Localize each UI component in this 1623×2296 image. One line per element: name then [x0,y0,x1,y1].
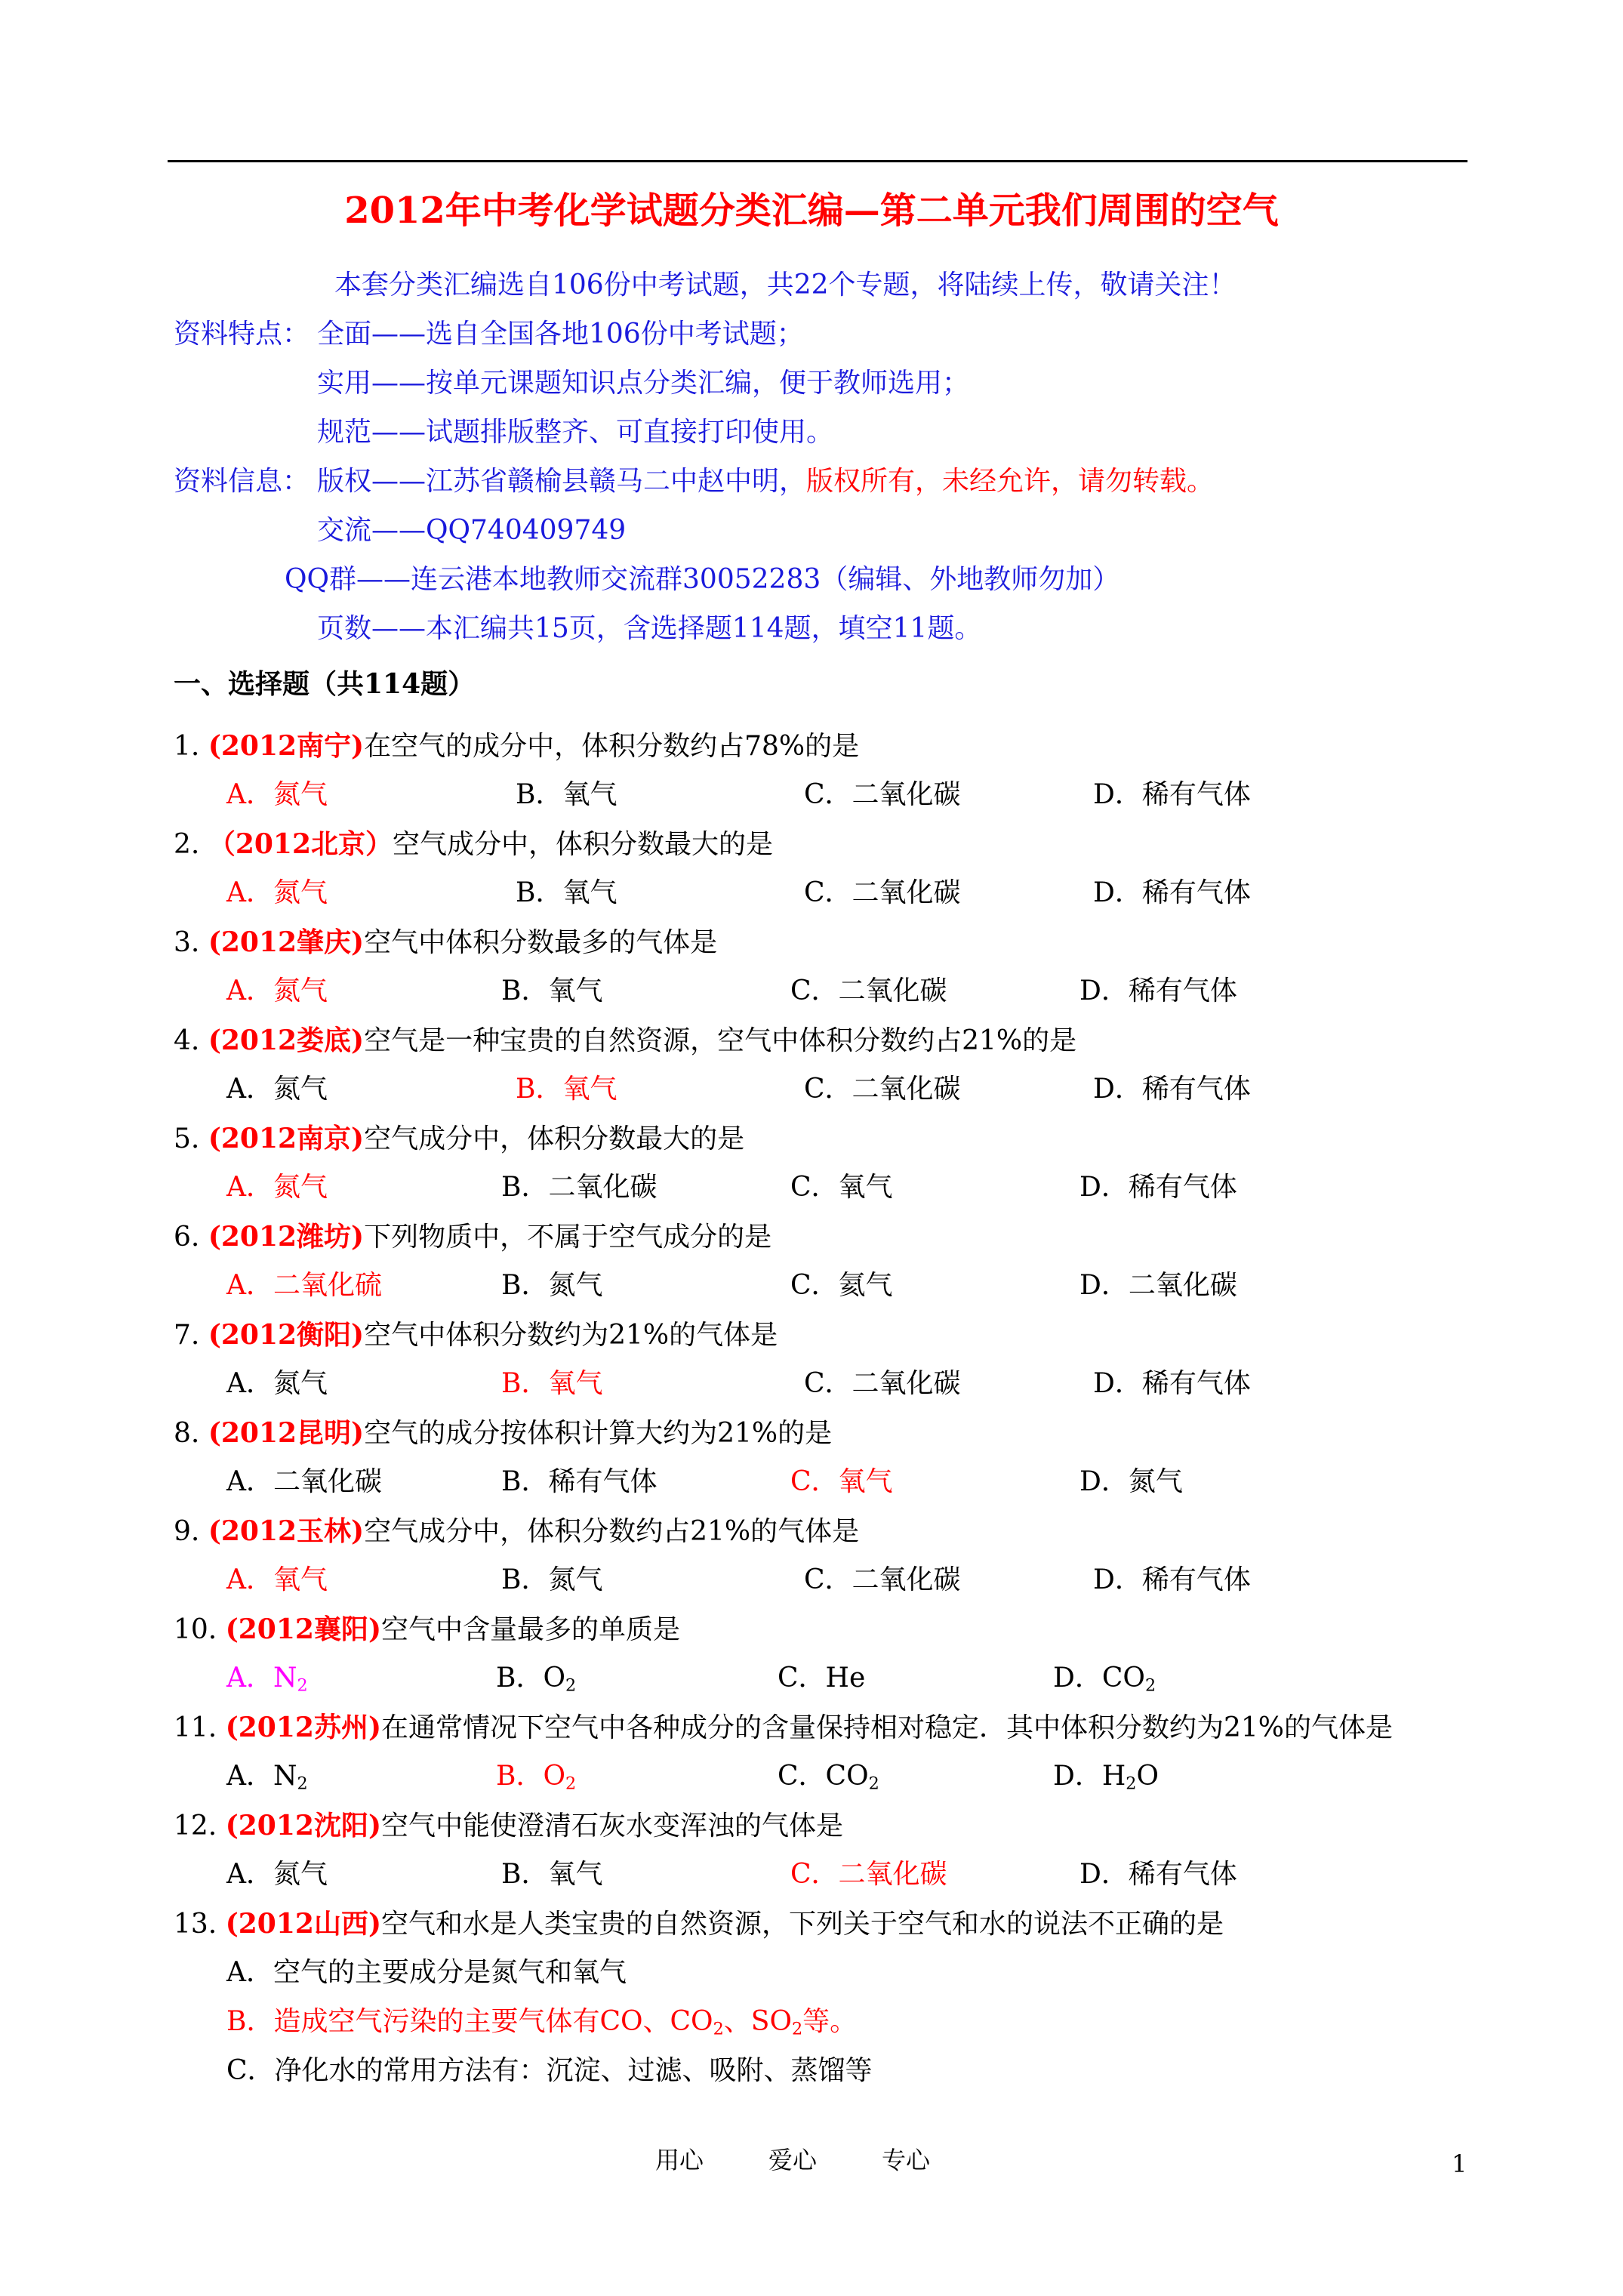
question-source: (2012娄底) [208,1025,365,1056]
subscript: 2 [868,1774,879,1794]
option-d: D．稀有气体 [1093,779,1251,810]
question-number: 11. [174,1712,217,1743]
option-a-text: A．N [226,1761,297,1792]
page-title: 2012年中考化学试题分类汇编—第二单元我们周围的空气 [344,190,1279,232]
question-source: (2012南宁) [208,730,365,762]
option-a-text: A．N [226,1663,297,1693]
question-stem [174,1812,843,1840]
question-stem [174,1125,744,1153]
option-c: C．He [778,1663,866,1693]
option-c: C．二氧化碳 [804,1368,961,1399]
option-c: C．二氧化碳 [804,1074,961,1105]
question-text: 空气成分中，体积分数约占21%的气体是 [364,1516,860,1547]
copyright-line [317,468,1214,495]
option-a: A．氮气 [226,779,328,810]
question-source: (2012昆明) [208,1417,365,1449]
question-text: 在通常情况下空气中各种成分的含量保持相对稳定．其中体积分数约为21%的气体是 [380,1712,1394,1743]
question-stem [174,1714,1393,1742]
question-number: 8. [174,1418,200,1449]
option-b [496,1663,577,1696]
question-stem [174,732,859,760]
option-b: B．氮气 [501,1564,603,1595]
option-a [226,1761,308,1794]
option-d-tail: O [1136,1761,1159,1792]
qq-group-line: QQ群——连云港本地教师交流群30052283（编辑、外地教师勿加） [285,564,1120,595]
option-d-text: D．CO [1053,1663,1145,1693]
question-number: 10. [174,1614,217,1645]
question-text: 空气是一种宝贵的自然资源，空气中体积分数约占21%的是 [364,1025,1077,1056]
info-label: 资料信息： [174,466,310,497]
option-b: B．氧气 [516,779,617,810]
option-c [778,1761,879,1794]
question-number: 1. [174,731,200,762]
question-text: 空气的成分按体积计算大约为21%的是 [364,1418,833,1449]
option-d: D．稀有气体 [1093,1368,1251,1399]
option-b: B．氧气 [501,1368,603,1399]
subscript: 2 [1144,1675,1156,1696]
question-number: 13. [174,1909,217,1940]
question-stem [174,1027,1076,1055]
question-stem [174,1223,771,1251]
option-c: C．二氧化碳 [804,779,961,810]
question-stem [174,1910,1224,1938]
option-b: B．稀有气体 [501,1466,658,1497]
option-d: D．稀有气体 [1079,975,1237,1006]
option-b-text: 、SO [723,2006,792,2037]
question-text: 空气中含量最多的单质是 [380,1614,680,1645]
option-d: D．稀有气体 [1079,1172,1237,1203]
option-a: A．氧气 [226,1564,328,1595]
subscript: 2 [297,1774,308,1794]
question-number: 5. [174,1123,200,1154]
footer-word: 爱心 [768,2146,818,2174]
question-number: 3. [174,927,200,958]
subscript: 2 [565,1675,577,1696]
option-a [226,1663,308,1696]
question-number: 7. [174,1320,200,1351]
option-d: D．稀有气体 [1093,1074,1251,1105]
question-number: 9. [174,1516,200,1547]
option-b: B．氧气 [516,877,617,908]
header-rule [168,160,1467,162]
question-number: 6. [174,1222,200,1253]
option-c: C．二氧化碳 [804,1564,961,1595]
subscript: 2 [565,1774,577,1794]
option-a: A．二氧化硫 [226,1270,382,1301]
question-source: (2012衡阳) [208,1319,365,1351]
question-text: 空气成分中，体积分数最大的是 [364,1123,745,1154]
question-source: (2012沈阳) [225,1810,381,1841]
option-b: B．氧气 [501,1859,603,1890]
option-b-text: B．O [496,1663,565,1693]
option-b: B．氧气 [516,1074,617,1105]
option-b [496,1761,577,1794]
option-b-text: 等。 [802,2006,858,2037]
copyright-holder: 版权——江苏省赣榆县赣马二中赵中明， [317,466,807,497]
question-stem [174,828,774,860]
question-text: 空气和水是人类宝贵的自然资源，下列关于空气和水的说法不正确的是 [380,1909,1224,1940]
question-stem [174,1613,680,1645]
question-source: (2012襄阳) [225,1613,381,1645]
question-source: (2012玉林) [208,1515,365,1547]
question-source: (2012南京) [208,1123,365,1154]
intro-line: 本套分类汇编选自106份中考试题，共22个专题，将陆续上传，敬请关注！ [334,270,1236,300]
exchange-line: 交流——QQ740409749 [317,515,627,546]
option-a: A．氮气 [226,1368,328,1399]
option-c: C．净化水的常用方法有：沉淀、过滤、吸附、蒸馏等 [226,2055,873,2086]
question-text: 空气中体积分数最多的气体是 [364,927,718,958]
option-b-text: B．造成空气污染的主要气体有CO、CO [226,2006,713,2037]
option-d [1053,1663,1156,1696]
option-a: A．氮气 [226,1859,328,1890]
option-a: A．空气的主要成分是氮气和氧气 [226,1957,627,1988]
option-c: C．二氧化碳 [790,975,947,1006]
footer-word: 用心 [655,2146,704,2174]
question-number: 4. [174,1025,200,1056]
option-b-text: B．O [496,1761,565,1792]
subscript: 2 [297,1675,308,1696]
option-c-text: C．CO [778,1761,869,1792]
option-c: C．二氧化碳 [790,1859,947,1890]
option-b: B．二氧化碳 [501,1172,658,1203]
page-number: 1 [1452,2150,1467,2178]
feature-item: 全面——选自全国各地106份中考试题； [317,319,804,350]
question-source: (2012山西) [225,1908,381,1940]
question-number: 12. [174,1811,217,1841]
option-c: C．氦气 [790,1270,893,1301]
features-label: 资料特点： [174,319,310,350]
question-source: (2012苏州) [225,1712,381,1743]
option-d-text: D．H [1053,1761,1126,1792]
question-text: 在空气的成分中，体积分数约占78%的是 [364,731,860,762]
question-text: 空气成分中，体积分数最大的是 [393,829,774,860]
subscript: 2 [713,2019,724,2039]
question-source: (2012潍坊) [208,1221,365,1253]
option-d: D．稀有气体 [1093,877,1251,908]
option-a: A．氮气 [226,975,328,1006]
question-stem [174,1321,778,1349]
question-stem [174,926,718,958]
option-d [1053,1761,1159,1794]
question-number: 2. [174,829,200,860]
option-b: B．氮气 [501,1270,603,1301]
option-d: D．稀有气体 [1093,1564,1251,1595]
option-d: D．氮气 [1079,1466,1183,1497]
option-c: C．二氧化碳 [804,877,961,908]
section-heading: 一、选择题（共114题） [174,668,476,700]
option-b: B．氧气 [501,975,603,1006]
option-a: A．二氧化碳 [226,1466,382,1497]
question-stem [174,1419,832,1447]
copyright-notice: 版权所有，未经允许，请勿转载。 [806,466,1215,497]
subscript: 2 [1126,1774,1137,1794]
question-stem [174,1515,860,1547]
feature-item: 实用——按单元课题知识点分类汇编，便于教师选用； [317,368,970,399]
option-a: A．氮气 [226,1172,328,1203]
footer-word: 专心 [882,2146,931,2174]
option-a: A．氮气 [226,877,328,908]
option-d: D．二氧化碳 [1079,1270,1237,1301]
option-a: A．氮气 [226,1074,328,1105]
question-source: （2012北京） [208,828,393,860]
option-b [226,2006,858,2039]
feature-item: 规范——试题排版整齐、可直接打印使用。 [317,417,834,448]
option-d: D．稀有气体 [1079,1859,1237,1890]
option-c: C．氧气 [790,1172,893,1203]
question-source: (2012肇庆) [208,926,365,958]
subscript: 2 [791,2019,803,2039]
question-text: 下列物质中，不属于空气成分的是 [364,1222,772,1253]
question-text: 空气中能使澄清石灰水变浑浊的气体是 [380,1811,843,1841]
option-c: C．氧气 [790,1466,893,1497]
pages-line: 页数——本汇编共15页，含选择题114题，填空11题。 [317,613,982,644]
question-text: 空气中体积分数约为21%的气体是 [364,1320,778,1351]
